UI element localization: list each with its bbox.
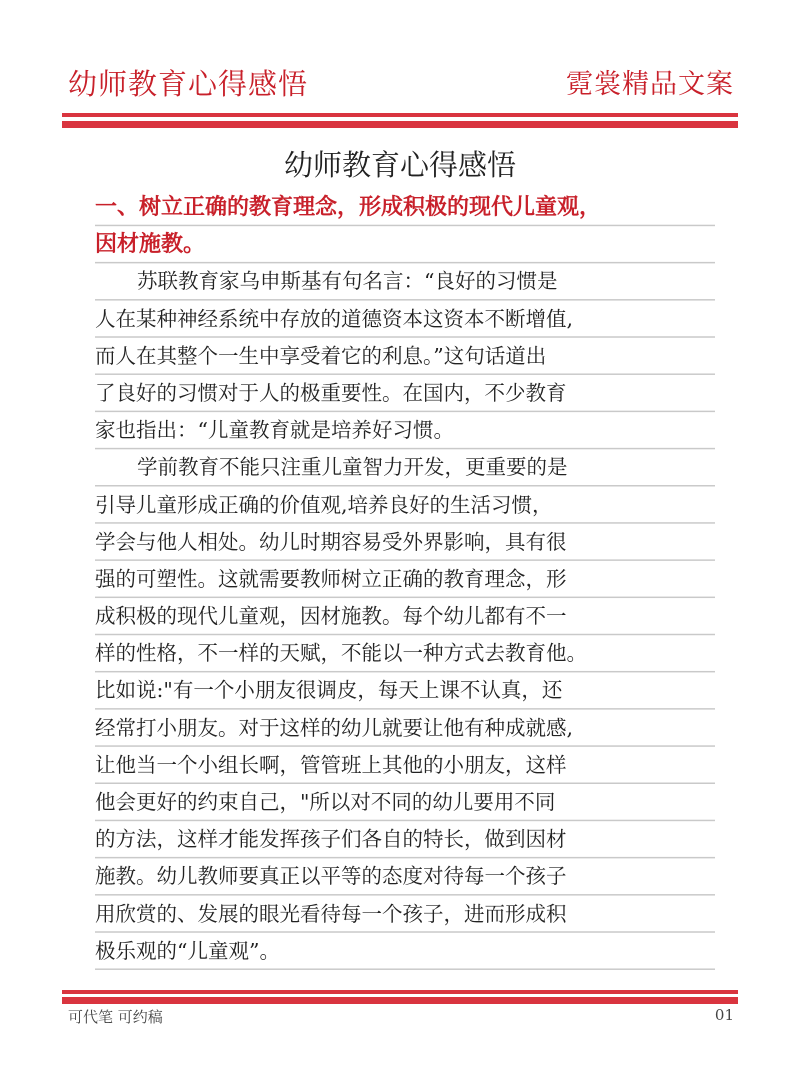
header-title: 幼师教育心得感悟 [68, 67, 309, 101]
paragraph-line: 让他当一个小组长啊，管管班上其他的小朋友，这样 [95, 752, 567, 777]
paragraph-line: 样的性格，不一样的天赋，不能以一种方式去教育他。 [95, 641, 587, 666]
header-rule-thin [62, 113, 738, 117]
paragraph-line: 经常打小朋友。对于这样的幼儿就要让他有种成就感, [95, 715, 574, 740]
paragraph-line: 而人在其整个一生中享受着它的利息。”这句话道出 [95, 343, 547, 368]
footer-rule-thick [62, 997, 738, 1004]
document-body [95, 189, 715, 970]
paragraph-line: 学会与他人相处。幼儿时期容易受外界影响，具有很 [95, 529, 567, 554]
footer-note: 可代笔 可约稿 [68, 1008, 163, 1026]
paragraph-line: 用欣赏的、发展的眼光看待每一个孩子，进而形成积 [95, 901, 567, 926]
section-heading-line: 一、树立正确的教育理念，形成积极的现代儿童观， [95, 194, 602, 220]
section-heading-line: 因材施教。 [95, 231, 206, 258]
paragraph-line: 施教。幼儿教师要真正以平等的态度对待每一个孩子 [95, 864, 567, 889]
paragraph-line: 他会更好的约束自己，"所以对不同的幼儿要用不同 [95, 790, 556, 814]
paragraph-line: 苏联教育家乌申斯基有句名言：“良好的习惯是 [137, 269, 558, 294]
paragraph-line: 的方法，这样才能发挥孩子们各自的特长，做到因材 [95, 827, 567, 852]
header-brand: 霓裳精品文案 [566, 69, 734, 100]
footer-rule-thin [62, 990, 738, 994]
paragraph-line: 强的可塑性。这就需要教师树立正确的教育理念，形 [95, 566, 567, 591]
paragraph-line: 比如说:"有一个小朋友很调皮，每天上课不认真，还 [95, 678, 563, 703]
header-rule-thick [62, 121, 738, 128]
page-number: 01 [714, 1006, 734, 1024]
document-title: 幼师教育心得感悟 [283, 148, 516, 182]
paragraph-line: 学前教育不能只注重儿童智力开发，更重要的是 [137, 455, 568, 480]
paragraph-line: 引导儿童形成正确的价值观,培养良好的生活习惯， [95, 492, 553, 517]
paragraph-line: 了良好的习惯对于人的极重要性。在国内，不少教育 [95, 380, 567, 405]
paragraph-line: 家也指出：“儿童教育就是培养好习惯。 [95, 418, 454, 443]
paragraph-line: 极乐观的“儿童观”。 [95, 938, 280, 963]
paragraph-line: 成积极的现代儿童观，因材施教。每个幼儿都有不一 [95, 604, 567, 629]
paragraph-line: 人在某种神经系统中存放的道德资本这资本不断增值, [95, 306, 574, 331]
